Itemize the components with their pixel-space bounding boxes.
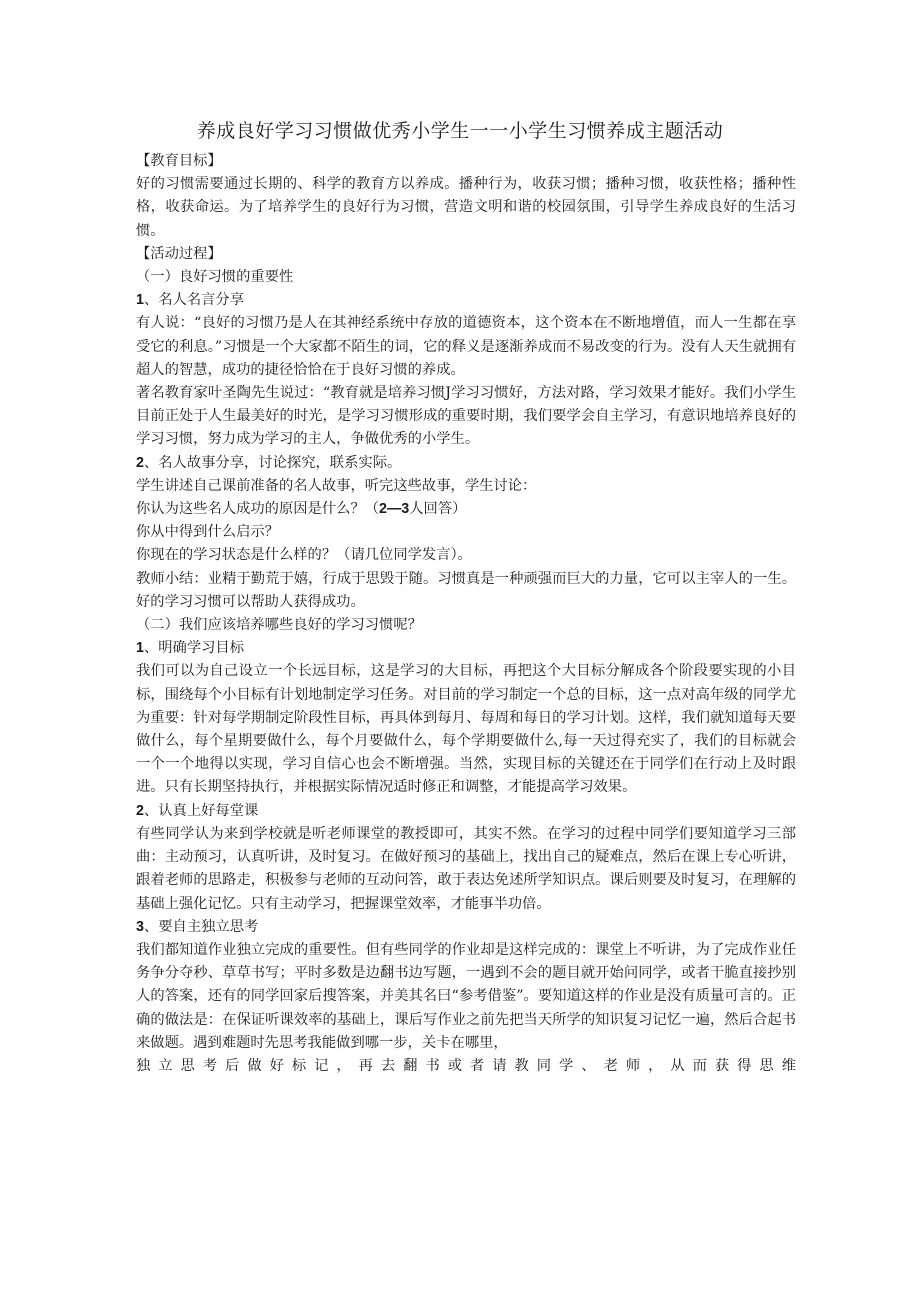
subheading-number: 2 (136, 454, 144, 471)
part-heading-importance: （一）良好习惯的重要性 (136, 269, 294, 286)
subheading-number: 1 (136, 640, 144, 657)
paragraph-class: 有些同学认为来到学校就是听老师课堂的教授即可，其实不然。在学习的过程中同学们要知道学习三部曲：主动预习，认真听讲，及时复习。在做好预习的基础上，找出自己的疑难点，然后在课上专心听讲，跟着老师的思路走，积极参与老师的互动问答，敢于表达免述所学知识点。课后则要及时复习，在理解的基础上强化记忆。只有主动学习，把握课堂效率，才能事半功倍。 (136, 825, 796, 912)
subheading-text: 、认真上好每堂课 (143, 802, 259, 819)
answer-count: 2—3 (379, 501, 410, 518)
document-body (136, 150, 796, 1078)
question-suffix: 人回答） (409, 501, 467, 518)
document-title: 养成良好学习习惯做优秀小学生一一小学生习惯养成主题活动 (196, 120, 724, 142)
paragraph-thinking: 我们都知道作业独立完成的重要性。但有些同学的作业却是这样完成的：课堂上不听讲，为了完成作业任务争分夺秒、草草书写；平时多数是边翻书边写题，一遇到不会的题目就开始问同学，或者干脆直接抄别人的答案，还有的同学回家后搜答案，并美其名曰“参考借鉴”。要知道这样的作业是没有质量可言的。正确的做法是：在保证听课效率的基础上，课后写作业之前先把当天所学的知识复习记忆一遍，然后合起书来做题。遇到难题时先思考我能做到哪一步，关卡在哪里， (136, 941, 796, 1051)
question-2: 你从中得到什么启示？ (136, 524, 279, 541)
subheading-number: 3 (136, 918, 144, 935)
question-3: 你现在的学习状态是什么样的？（请几位同学发言）。 (136, 547, 472, 564)
question-1 (136, 498, 796, 521)
subheading-text: 、名人故事分享，讨论探究，联系实际。 (143, 454, 402, 471)
subheading-class (136, 800, 796, 823)
subheading-thinking (136, 916, 796, 939)
paragraph-thinking-last-line: 独立思考后做好标记，再去翻书或者请教同学、老师，从而获得思维 (136, 1057, 796, 1074)
subheading-goals (136, 637, 796, 660)
subheading-quotes (136, 289, 796, 312)
subheading-text: 、明确学习目标 (143, 640, 245, 657)
subheading-text: 、要自主独立思考 (143, 918, 259, 935)
part-heading-habits: （二）我们应该培养哪些良好的学习习惯呢？ (136, 617, 422, 634)
section-heading-process: 【活动过程】 (136, 245, 222, 262)
question-text: 你认为这些名人成功的原因是什么？（ (136, 501, 380, 518)
subheading-text: 、名人名言分享 (143, 292, 245, 309)
paragraph-teacher-summary: 教师小结：业精于勤荒于嬉，行成于思毁于随。习惯真是一种顽强而巨大的力量，它可以主宰人的一生。好的学习习惯可以帮助人获得成功。 (136, 570, 796, 610)
paragraph-stories-intro: 学生讲述自己课前准备的名人故事，听完这些故事，学生讨论： (136, 477, 537, 494)
paragraph-goals: 我们可以为自己设立一个长远目标，这是学习的大目标，再把这个大目标分解成各个阶段要实现的小目标，围绕每个小目标有计划地制定学习任务。对目前的学习制定一个总的目标，这一点对高年级的同学尤为重要：针对每学期制定阶段性目标，再具体到每月、每周和每日的学习计划。这样，我们就知道每天要做什么，每个星期要做什么，每个月要做什么，每个学期要做什么,每一天过得充实了，我们的目标就会一个一个地得以实现，学习自信心也会不断增强。当然，实现目标的关键还在于同学们在行动上及时跟进。只有长期坚持执行，并根据实际情况适时修正和调整，才能提高学习效果。 (136, 663, 796, 796)
paragraph-quote-2: 著名教育家叶圣陶先生说过：“教育就是培养习惯J学习习惯好，方法对路，学习效果才能好。我们小学生目前正处于人生最美好的时光，是学习习惯形成的重要时期，我们要学会自主学习，有意识地培养良好的学习习惯，努力成为学习的主人，争做优秀的小学生。 (136, 385, 796, 448)
paragraph-quote-1: 有人说：“良好的习惯乃是人在其神经系统中存放的道德资本，这个资本在不断地增值，而人一生都在享受它的利息。”习惯是一个大家都不陌生的词，它的释义是逐渐养成而不易改变的行为。没有人天生就拥有超人的智慧，成功的捷径恰恰在于良好习惯的养成。 (136, 315, 796, 378)
subheading-number: 2 (136, 802, 144, 819)
section-heading-goal: 【教育目标】 (136, 153, 222, 169)
subheading-number: 1 (136, 292, 144, 309)
paragraph-goal: 好的习惯需要通过长期的、科学的教育方以养成。播种行为，收获习惯；播种习惯，收获性格；播种性格，收获命运。为了培养学生的良好行为习惯，营造文明和谐的校园氛围，引导学生养成良好的生活习惯。 (136, 176, 796, 239)
subheading-stories (136, 452, 796, 475)
